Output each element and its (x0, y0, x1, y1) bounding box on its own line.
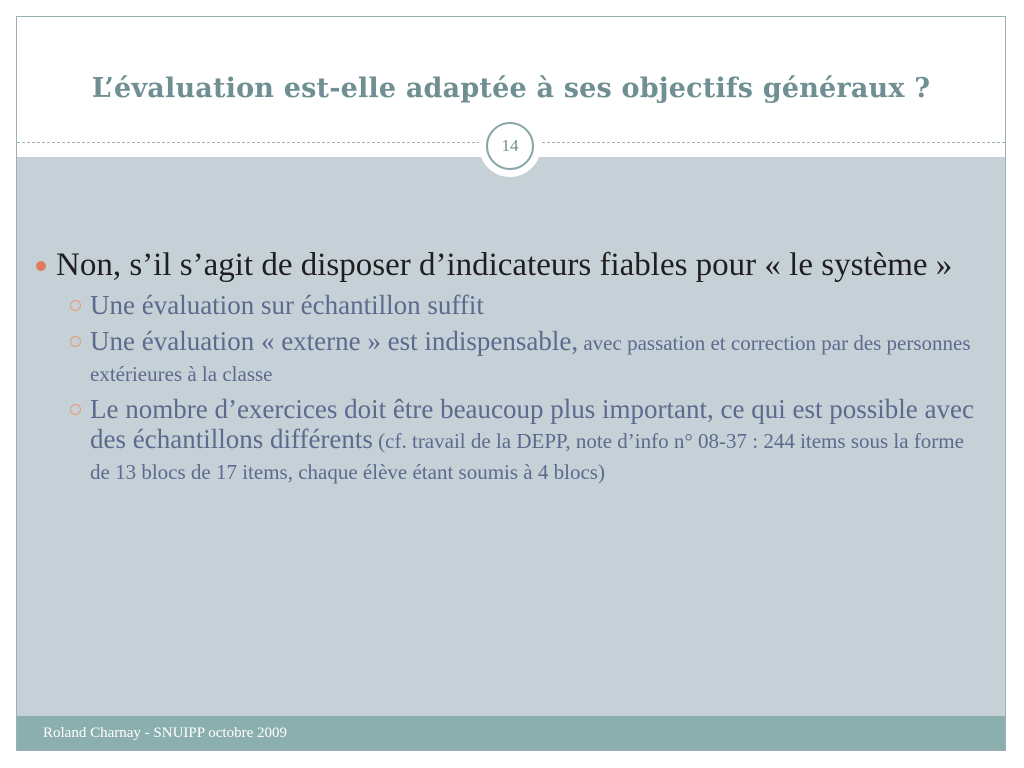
sub-bullet-text: Le nombre d’exercices doit être beaucoup plus important, ce qui est possible avec des échantillons différents (90, 394, 974, 454)
slide-title: L’évaluation est-elle adaptée à ses objectifs généraux ? (91, 73, 931, 104)
sub-bullet (36, 394, 976, 486)
sub-bullet (36, 290, 976, 320)
hollow-circle-bullet-icon (70, 336, 81, 347)
sub-bullet-text: Une évaluation « externe » est indispensable, (90, 326, 579, 356)
hollow-circle-bullet-icon (70, 404, 81, 415)
slide-body (36, 246, 976, 486)
slide-number: 14 (486, 122, 534, 170)
slide-number-badge (479, 115, 541, 177)
sub-bullet (36, 326, 976, 388)
filled-circle-bullet-icon (36, 261, 46, 271)
main-bullet (36, 246, 976, 284)
main-bullet-text: Non, s’il s’agit de disposer d’indicateurs fiables pour « le système » (56, 247, 953, 283)
sub-bullet-note: avec passation et correction par des personnes extérieures à la classe (90, 331, 971, 386)
sub-bullet-text: Une évaluation sur échantillon suffit (90, 290, 484, 320)
hollow-circle-bullet-icon (70, 300, 81, 311)
sub-bullet-note: (cf. travail de la DEPP, note d’info n° 08-37 : 244 items sous la forme de 13 blocs de 17 items, chaque élève étant soumis à 4 blocs) (90, 429, 964, 484)
footer-text: Roland Charnay - SNUIPP octobre 2009 (43, 725, 287, 741)
